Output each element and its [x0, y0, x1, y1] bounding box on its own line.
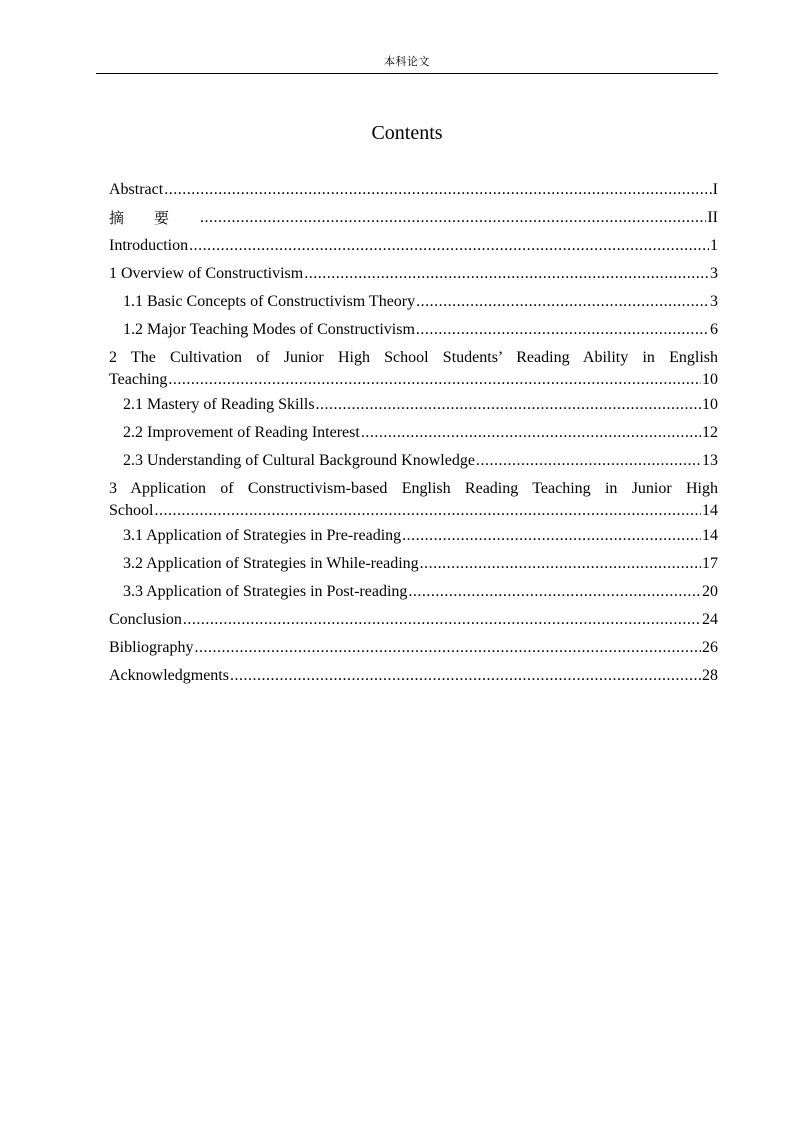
toc-entry-label: Bibliography	[109, 639, 194, 656]
toc-entry-page: 13	[702, 452, 718, 469]
dot-leader	[416, 316, 709, 344]
dot-leader	[200, 204, 706, 232]
toc-entry-label: 2.2 Improvement of Reading Interest	[123, 424, 360, 441]
toc-entry-label: Introduction	[109, 237, 189, 254]
toc-entry-page: 14	[702, 502, 718, 519]
toc-entry-acknowledgments[interactable]	[109, 662, 718, 690]
table-of-contents	[109, 176, 718, 690]
toc-entry-page: 28	[702, 667, 718, 684]
toc-entry-chapter-2[interactable]	[109, 344, 718, 391]
dot-leader	[194, 634, 701, 662]
running-header: 本科论文	[384, 55, 430, 68]
toc-entry-section-3-2[interactable]	[109, 550, 718, 578]
toc-entry-label: Conclusion	[109, 611, 182, 628]
toc-entry-chapter-1[interactable]	[109, 260, 718, 288]
toc-entry-section-3-3[interactable]	[109, 578, 718, 606]
header-rule	[96, 73, 718, 74]
toc-entry-page: 3	[710, 265, 718, 282]
toc-entry-conclusion[interactable]	[109, 606, 718, 634]
dot-leader	[183, 606, 701, 634]
toc-entry-label: Acknowledgments	[109, 667, 229, 684]
toc-entry-page: 10	[702, 371, 718, 388]
toc-entry-label: 3.1 Application of Strategies in Pre-reading	[123, 527, 402, 544]
toc-entry-section-2-2[interactable]	[109, 419, 718, 447]
toc-entry-label-line1: 2 The Cultivation of Junior High School Students’ Reading Ability in English	[109, 349, 718, 366]
toc-entry-section-3-1[interactable]	[109, 522, 718, 550]
toc-entry-page: I	[712, 181, 718, 198]
toc-entry-label: 1.1 Basic Concepts of Constructivism Theory	[123, 293, 416, 310]
dot-leader	[408, 578, 701, 606]
toc-entry-page: 10	[702, 396, 718, 413]
toc-entry-page: 1	[710, 237, 718, 254]
toc-entry-section-2-3[interactable]	[109, 447, 718, 475]
toc-entry-page: 3	[710, 293, 718, 310]
dot-leader	[168, 369, 701, 391]
toc-entry-label-line1: 3 Application of Constructivism-based English Reading Teaching in Junior High	[109, 480, 718, 497]
dot-leader	[476, 447, 701, 475]
toc-entry-page: 6	[710, 321, 718, 338]
dot-leader	[230, 662, 701, 690]
toc-entry-label: 1.2 Major Teaching Modes of Constructivism	[123, 321, 415, 338]
toc-entry-chapter-3[interactable]	[109, 475, 718, 522]
toc-entry-page: 12	[702, 424, 718, 441]
toc-entry-page: 24	[702, 611, 718, 628]
toc-entry-page: 26	[702, 639, 718, 656]
toc-entry-section-1-2[interactable]	[109, 316, 718, 344]
toc-entry-abstract[interactable]	[109, 176, 718, 204]
toc-entry-section-2-1[interactable]	[109, 391, 718, 419]
dot-leader	[189, 232, 709, 260]
toc-entry-label: 3.3 Application of Strategies in Post-reading	[123, 583, 408, 600]
dot-leader	[154, 500, 701, 522]
toc-entry-introduction[interactable]	[109, 232, 718, 260]
dot-leader	[304, 260, 709, 288]
dot-leader	[164, 176, 711, 204]
toc-entry-page: 17	[702, 555, 718, 572]
toc-entry-label-line2: School	[109, 502, 154, 519]
toc-entry-label: 3.2 Application of Strategies in While-reading	[123, 555, 419, 572]
toc-entry-bibliography[interactable]	[109, 634, 718, 662]
toc-entry-section-1-1[interactable]	[109, 288, 718, 316]
toc-entry-label: 2.3 Understanding of Cultural Background Knowledge	[123, 452, 475, 469]
toc-entry-page: 20	[702, 583, 718, 600]
toc-entry-label: 摘要	[109, 209, 200, 227]
toc-title: Contents	[371, 122, 443, 144]
toc-entry-label: 2.1 Mastery of Reading Skills	[123, 396, 315, 413]
toc-entry-label: Abstract	[109, 181, 164, 198]
dot-leader	[420, 550, 701, 578]
toc-entry-page: II	[707, 209, 718, 226]
dot-leader	[361, 419, 701, 447]
dot-leader	[316, 391, 701, 419]
toc-entry-label: 1 Overview of Constructivism	[109, 265, 304, 282]
dot-leader	[402, 522, 701, 550]
toc-entry-chinese-abstract[interactable]	[109, 204, 718, 232]
toc-entry-label-line2: Teaching	[109, 371, 168, 388]
toc-entry-page: 14	[702, 527, 718, 544]
dot-leader	[416, 288, 709, 316]
